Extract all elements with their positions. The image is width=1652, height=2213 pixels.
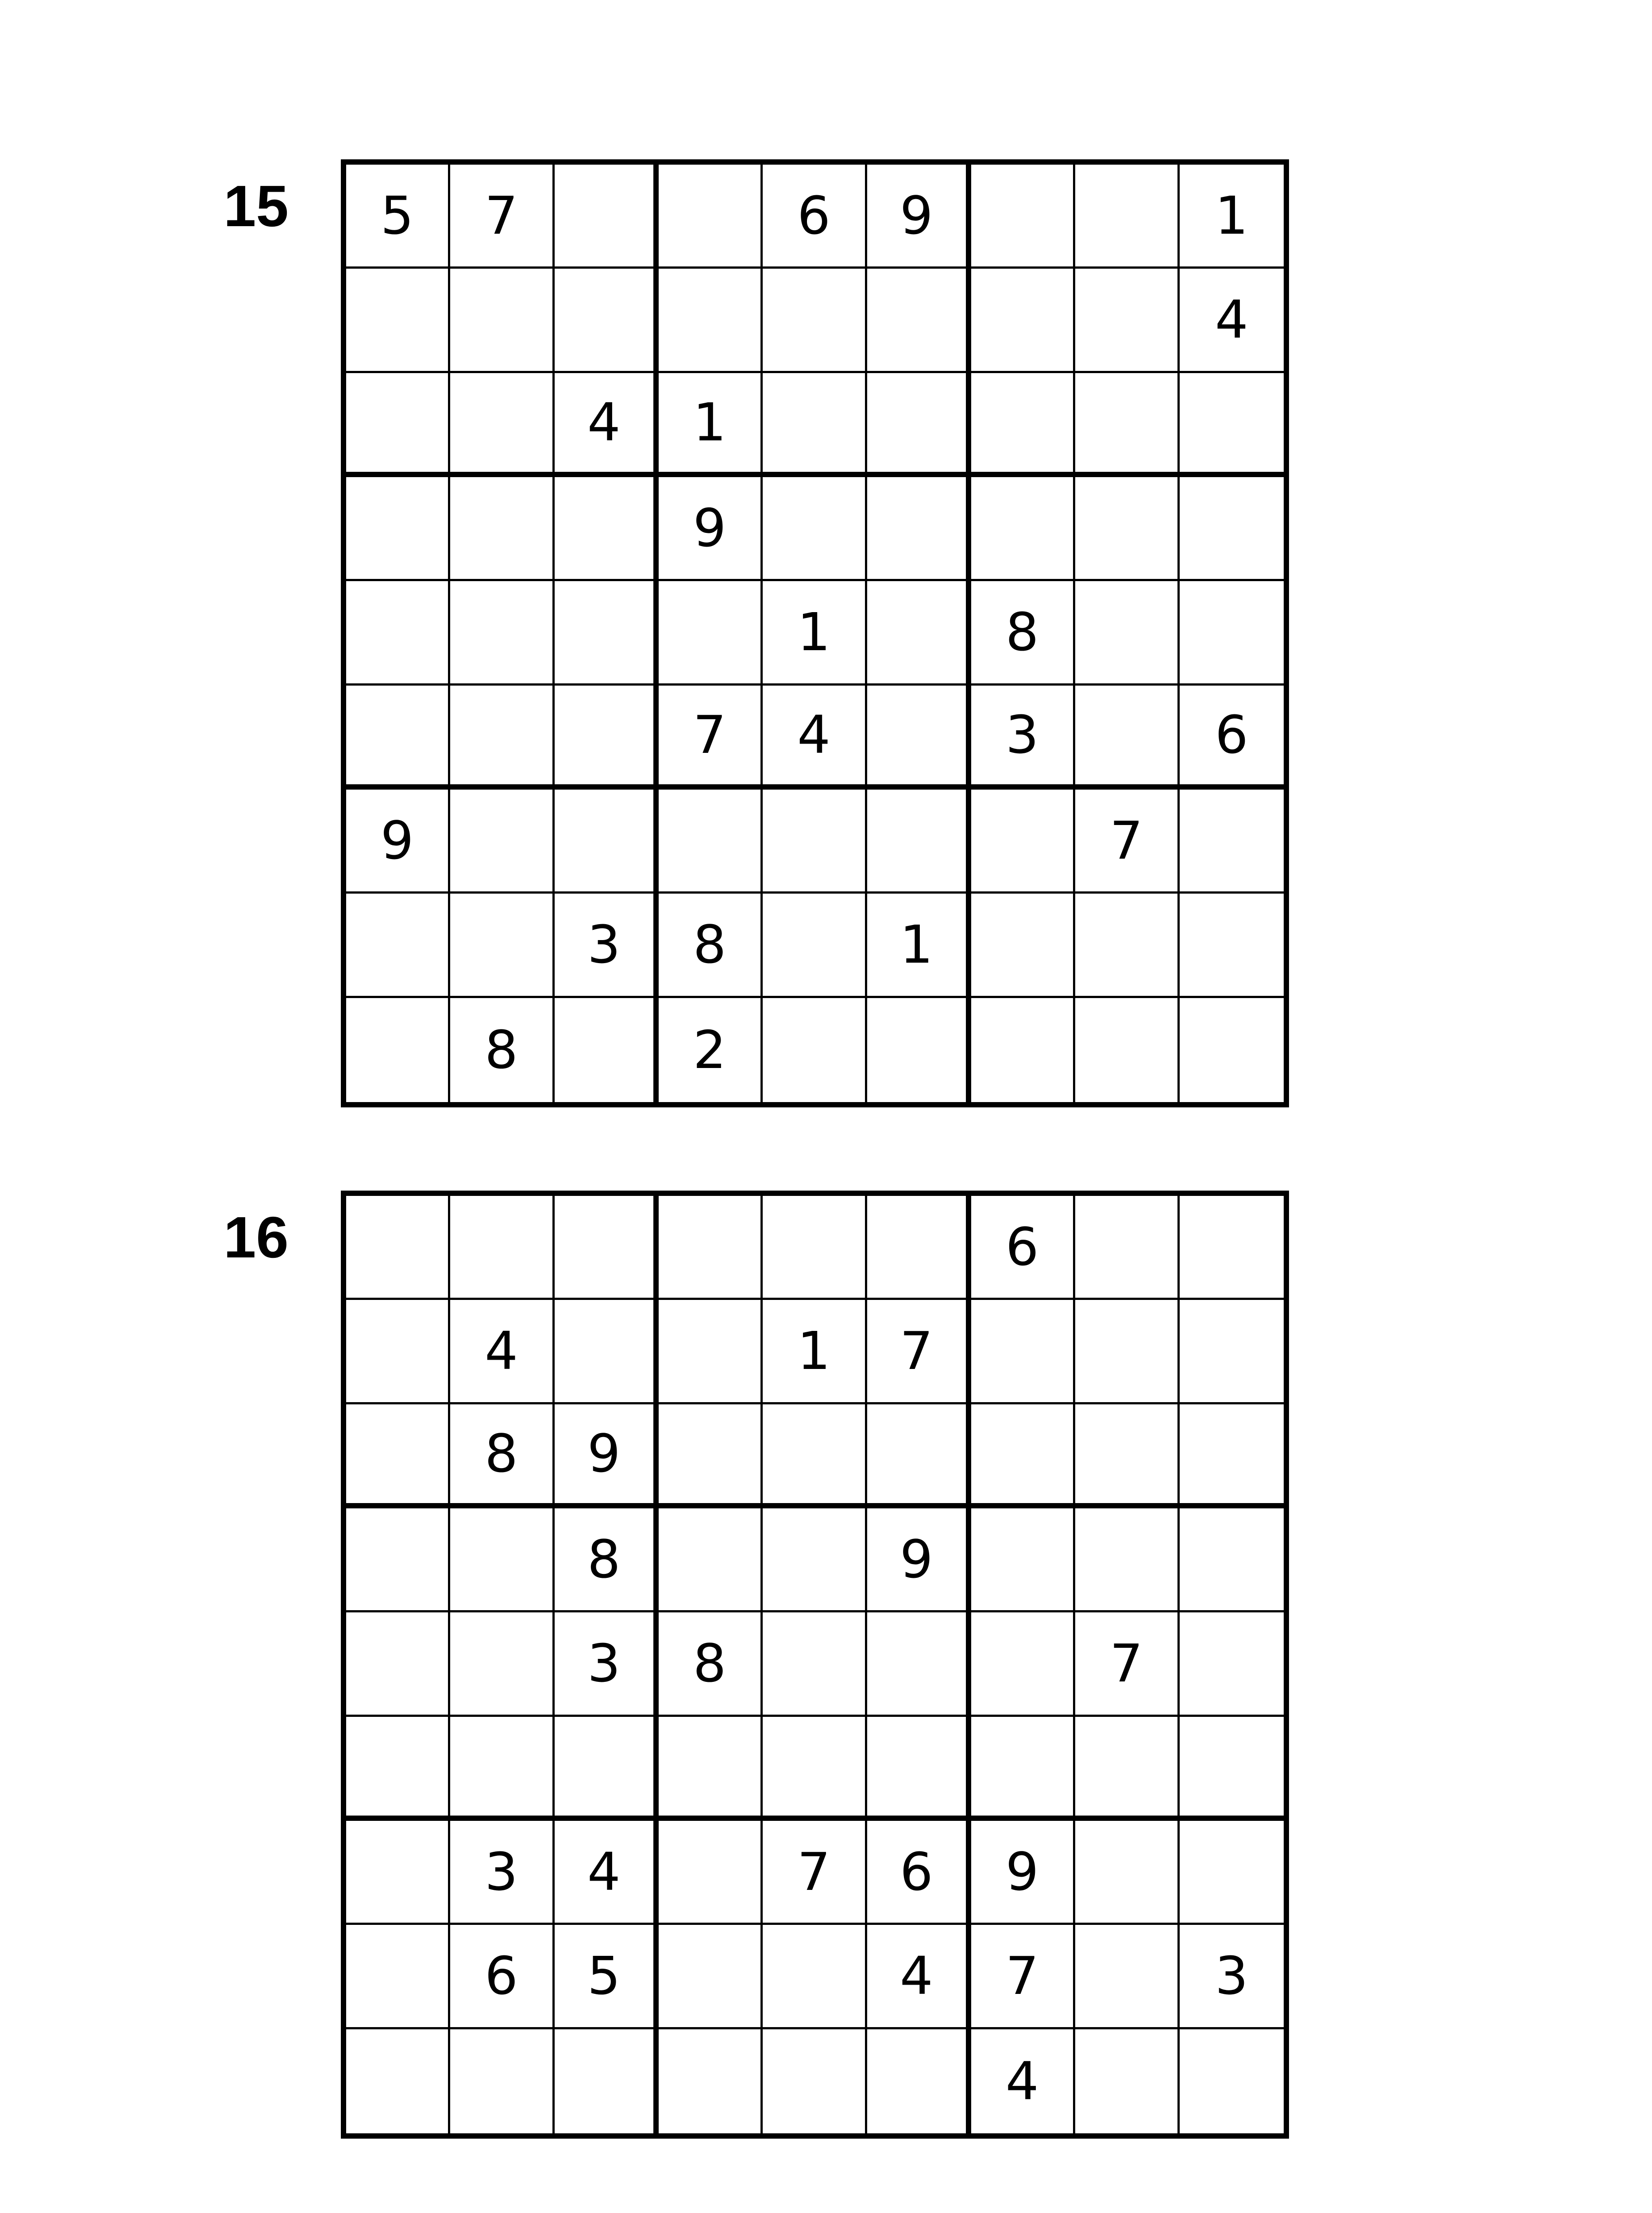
sudoku-cell-r4-c9[interactable] [1180,1508,1284,1612]
sudoku-cell-r1-c4[interactable] [659,165,763,269]
sudoku-cell-r6-c1[interactable] [346,686,450,790]
sudoku-cell-r6-c9[interactable] [1180,1717,1284,1821]
sudoku-cell-r1-c6[interactable]: 9 [867,165,971,269]
sudoku-cell-r5-c8[interactable] [1075,581,1179,685]
sudoku-cell-r1-c1[interactable]: 5 [346,165,450,269]
sudoku-cell-r3-c5[interactable] [763,373,867,477]
sudoku-cell-r9-c5[interactable] [763,998,867,1102]
sudoku-cell-r9-c2[interactable]: 8 [450,998,554,1102]
sudoku-cell-r1-c1[interactable] [346,1196,450,1300]
sudoku-cell-r9-c1[interactable] [346,2029,450,2133]
sudoku-cell-r3-c1[interactable] [346,1404,450,1508]
sudoku-cell-r1-c3[interactable] [555,165,659,269]
sudoku-cell-r3-c7[interactable] [971,373,1075,477]
sudoku-cell-r1-c4[interactable] [659,1196,763,1300]
sudoku-cell-r1-c8[interactable] [1075,1196,1179,1300]
sudoku-cell-r2-c6[interactable] [867,269,971,373]
sudoku-cell-r7-c5[interactable]: 7 [763,1821,867,1925]
sudoku-cell-r2-c5[interactable] [763,269,867,373]
sudoku-cell-r8-c5[interactable] [763,894,867,998]
sudoku-cell-r2-c2[interactable]: 4 [450,1300,554,1404]
sudoku-cell-r2-c6[interactable]: 7 [867,1300,971,1404]
sudoku-cell-r6-c6[interactable] [867,686,971,790]
sudoku-cell-r4-c4[interactable]: 9 [659,477,763,581]
sudoku-cell-r4-c4[interactable] [659,1508,763,1612]
sudoku-cell-r6-c9[interactable]: 6 [1180,686,1284,790]
sudoku-cell-r6-c8[interactable] [1075,1717,1179,1821]
sudoku-cell-r5-c5[interactable] [763,1612,867,1716]
sudoku-cell-r7-c2[interactable]: 3 [450,1821,554,1925]
sudoku-cell-r1-c9[interactable]: 1 [1180,165,1284,269]
sudoku-cell-r5-c2[interactable] [450,581,554,685]
sudoku-cell-r4-c6[interactable]: 9 [867,1508,971,1612]
sudoku-cell-r4-c8[interactable] [1075,477,1179,581]
sudoku-cell-r9-c4[interactable]: 2 [659,998,763,1102]
sudoku-cell-r9-c1[interactable] [346,998,450,1102]
sudoku-cell-r8-c3[interactable]: 3 [555,894,659,998]
sudoku-cell-r4-c9[interactable] [1180,477,1284,581]
sudoku-cell-r8-c9[interactable] [1180,894,1284,998]
sudoku-grid [341,1191,1289,2139]
sudoku-cell-r1-c7[interactable]: 6 [971,1196,1075,1300]
puzzle-number: 15 [224,173,289,239]
sudoku-cell-r6-c3[interactable] [555,686,659,790]
sudoku-cell-r9-c5[interactable] [763,2029,867,2133]
sudoku-cell-r5-c4[interactable]: 8 [659,1612,763,1716]
sudoku-cell-r4-c2[interactable] [450,1508,554,1612]
sudoku-cell-r2-c8[interactable] [1075,1300,1179,1404]
sudoku-cell-r6-c2[interactable] [450,686,554,790]
sudoku-cell-r7-c2[interactable] [450,790,554,894]
sudoku-cell-r7-c1[interactable]: 9 [346,790,450,894]
sudoku-cell-r4-c5[interactable] [763,1508,867,1612]
sudoku-cell-r5-c7[interactable]: 8 [971,581,1075,685]
sudoku-cell-r3-c6[interactable] [867,373,971,477]
sudoku-cell-r7-c5[interactable] [763,790,867,894]
sudoku-cell-r9-c8[interactable] [1075,2029,1179,2133]
sudoku-cell-r2-c2[interactable] [450,269,554,373]
sudoku-cell-r9-c7[interactable] [971,998,1075,1102]
sudoku-cell-r3-c7[interactable] [971,1404,1075,1508]
sudoku-cell-r1-c2[interactable] [450,1196,554,1300]
sudoku-cell-r1-c5[interactable]: 6 [763,165,867,269]
sudoku-cell-r6-c4[interactable]: 7 [659,686,763,790]
sudoku-cell-r1-c2[interactable]: 7 [450,165,554,269]
sudoku-cell-r9-c6[interactable] [867,998,971,1102]
sudoku-cell-r8-c6[interactable]: 4 [867,1925,971,2029]
sudoku-cell-r1-c7[interactable] [971,165,1075,269]
sudoku-cell-r8-c4[interactable] [659,1925,763,2029]
sudoku-cell-r3-c4[interactable]: 1 [659,373,763,477]
sudoku-cell-r2-c9[interactable]: 4 [1180,269,1284,373]
sudoku-cell-r5-c6[interactable] [867,1612,971,1716]
sudoku-cell-r5-c1[interactable] [346,1612,450,1716]
sudoku-cell-r6-c6[interactable] [867,1717,971,1821]
sudoku-cell-r7-c3[interactable] [555,790,659,894]
sudoku-cell-r5-c8[interactable]: 7 [1075,1612,1179,1716]
sudoku-cell-r5-c9[interactable] [1180,1612,1284,1716]
sudoku-cell-r8-c2[interactable] [450,894,554,998]
sudoku-cell-r2-c7[interactable] [971,1300,1075,1404]
sudoku-cell-r3-c6[interactable] [867,1404,971,1508]
sudoku-cell-r5-c2[interactable] [450,1612,554,1716]
sudoku-cell-r4-c5[interactable] [763,477,867,581]
sudoku-cell-r2-c4[interactable] [659,269,763,373]
sudoku-cell-r7-c8[interactable] [1075,1821,1179,1925]
sudoku-cell-r3-c2[interactable] [450,373,554,477]
sudoku-cell-r4-c1[interactable] [346,1508,450,1612]
sudoku-cell-r6-c3[interactable] [555,1717,659,1821]
sudoku-cell-r5-c9[interactable] [1180,581,1284,685]
sudoku-cell-r4-c3[interactable]: 8 [555,1508,659,1612]
sudoku-cell-r6-c5[interactable]: 4 [763,686,867,790]
sudoku-cell-r7-c9[interactable] [1180,1821,1284,1925]
sudoku-cell-r3-c3[interactable]: 4 [555,373,659,477]
sudoku-cell-r9-c3[interactable] [555,2029,659,2133]
sudoku-cell-r8-c7[interactable]: 7 [971,1925,1075,2029]
sudoku-cell-r9-c8[interactable] [1075,998,1179,1102]
sudoku-cell-r1-c6[interactable] [867,1196,971,1300]
sudoku-cell-r3-c2[interactable]: 8 [450,1404,554,1508]
sudoku-cell-r9-c3[interactable] [555,998,659,1102]
sudoku-cell-r1-c9[interactable] [1180,1196,1284,1300]
sudoku-cell-r5-c5[interactable]: 1 [763,581,867,685]
sudoku-cell-r7-c8[interactable]: 7 [1075,790,1179,894]
sudoku-cell-r9-c4[interactable] [659,2029,763,2133]
sudoku-cell-r7-c7[interactable]: 9 [971,1821,1075,1925]
sudoku-cell-r4-c8[interactable] [1075,1508,1179,1612]
sudoku-cell-r8-c8[interactable] [1075,894,1179,998]
sudoku-cell-r8-c1[interactable] [346,1925,450,2029]
sudoku-cell-r5-c1[interactable] [346,581,450,685]
sudoku-cell-r6-c5[interactable] [763,1717,867,1821]
sudoku-cell-r4-c7[interactable] [971,1508,1075,1612]
sudoku-cell-r9-c9[interactable] [1180,2029,1284,2133]
sudoku-cell-r7-c6[interactable] [867,790,971,894]
sudoku-cell-r8-c9[interactable]: 3 [1180,1925,1284,2029]
sudoku-cell-r1-c8[interactable] [1075,165,1179,269]
sudoku-cell-r9-c9[interactable] [1180,998,1284,1102]
sudoku-cell-r4-c1[interactable] [346,477,450,581]
sudoku-cell-r8-c3[interactable]: 5 [555,1925,659,2029]
sudoku-cell-r1-c3[interactable] [555,1196,659,1300]
sudoku-cell-r1-c5[interactable] [763,1196,867,1300]
sudoku-cell-r7-c4[interactable] [659,1821,763,1925]
sudoku-grid [341,159,1289,1107]
sudoku-cell-r3-c4[interactable] [659,1404,763,1508]
sudoku-cell-r2-c4[interactable] [659,1300,763,1404]
sudoku-cell-r5-c6[interactable] [867,581,971,685]
sudoku-cell-r5-c3[interactable] [555,581,659,685]
sudoku-cell-r5-c7[interactable] [971,1612,1075,1716]
sudoku-cell-r4-c7[interactable] [971,477,1075,581]
sudoku-cell-r8-c2[interactable]: 6 [450,1925,554,2029]
sudoku-cell-r5-c3[interactable]: 3 [555,1612,659,1716]
sudoku-cell-r9-c6[interactable] [867,2029,971,2133]
sudoku-cell-r8-c4[interactable]: 8 [659,894,763,998]
sudoku-cell-r6-c4[interactable] [659,1717,763,1821]
sudoku-cell-r7-c7[interactable] [971,790,1075,894]
sudoku-cell-r8-c1[interactable] [346,894,450,998]
sudoku-cell-r7-c4[interactable] [659,790,763,894]
sudoku-cell-r3-c8[interactable] [1075,373,1179,477]
sudoku-cell-r7-c1[interactable] [346,1821,450,1925]
sudoku-cell-r3-c1[interactable] [346,373,450,477]
sudoku-cell-r3-c5[interactable] [763,1404,867,1508]
sudoku-cell-r2-c1[interactable] [346,269,450,373]
sudoku-cell-r4-c3[interactable] [555,477,659,581]
sudoku-cell-r2-c3[interactable] [555,1300,659,1404]
sudoku-cell-r2-c5[interactable]: 1 [763,1300,867,1404]
sudoku-cell-r4-c2[interactable] [450,477,554,581]
sudoku-cell-r8-c5[interactable] [763,1925,867,2029]
sudoku-cell-r2-c1[interactable] [346,1300,450,1404]
sudoku-cell-r6-c1[interactable] [346,1717,450,1821]
sudoku-cell-r8-c6[interactable]: 1 [867,894,971,998]
sudoku-cell-r2-c7[interactable] [971,269,1075,373]
sudoku-cell-r2-c9[interactable] [1180,1300,1284,1404]
sudoku-cell-r7-c9[interactable] [1180,790,1284,894]
sudoku-cell-r3-c9[interactable] [1180,1404,1284,1508]
sudoku-cell-r6-c2[interactable] [450,1717,554,1821]
sudoku-cell-r7-c3[interactable]: 4 [555,1821,659,1925]
sudoku-cell-r9-c2[interactable] [450,2029,554,2133]
sudoku-cell-r8-c7[interactable] [971,894,1075,998]
sudoku-cell-r6-c7[interactable]: 3 [971,686,1075,790]
sudoku-cell-r9-c7[interactable]: 4 [971,2029,1075,2133]
sudoku-cell-r5-c4[interactable] [659,581,763,685]
sudoku-cell-r3-c3[interactable]: 9 [555,1404,659,1508]
sudoku-cell-r4-c6[interactable] [867,477,971,581]
sudoku-cell-r2-c8[interactable] [1075,269,1179,373]
sudoku-cell-r3-c9[interactable] [1180,373,1284,477]
sudoku-cell-r6-c8[interactable] [1075,686,1179,790]
sudoku-cell-r6-c7[interactable] [971,1717,1075,1821]
puzzle-number: 16 [224,1205,289,1270]
sudoku-cell-r8-c8[interactable] [1075,1925,1179,2029]
sudoku-cell-r3-c8[interactable] [1075,1404,1179,1508]
sudoku-cell-r2-c3[interactable] [555,269,659,373]
sudoku-cell-r7-c6[interactable]: 6 [867,1821,971,1925]
